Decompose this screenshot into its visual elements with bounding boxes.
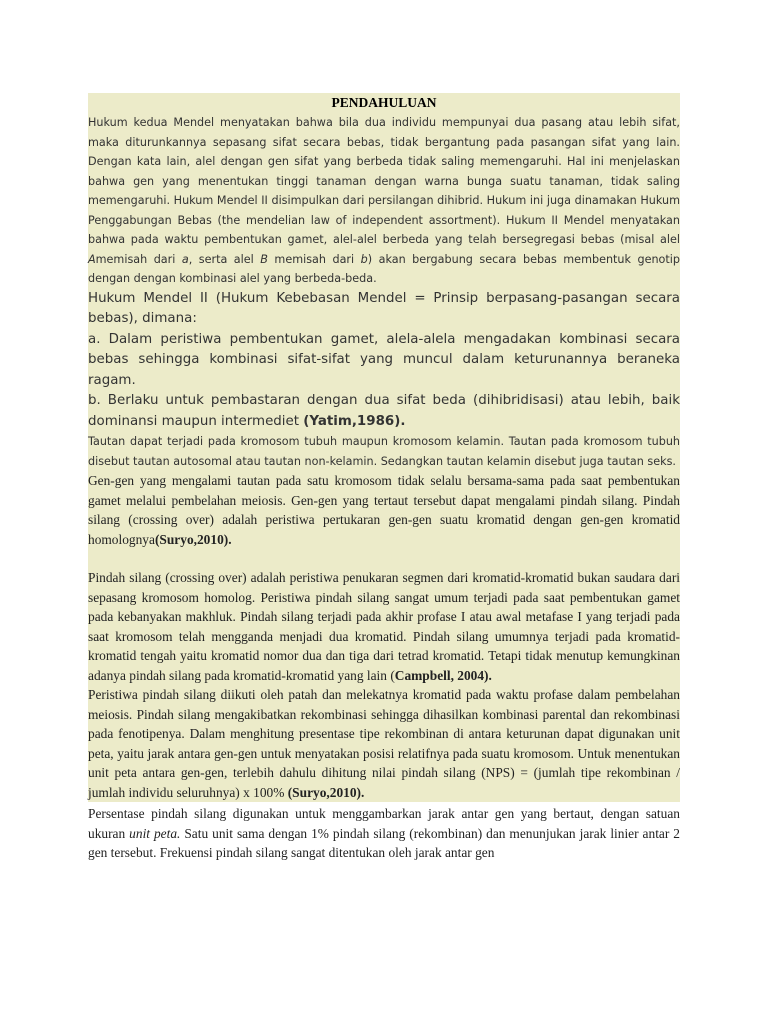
paragraph-crossing-over-definition	[88, 568, 680, 685]
document-page	[88, 93, 680, 863]
paragraph-recombination-text: Peristiwa pindah silang diikuti oleh patah dan melekatnya kromatid pada waktu profase dalam pembelahan meiosis. Pindah silang mengakibatkan rekombinasi sehingga dihasilkan kombinasi parental dan rekombinasi pada fenotipenya. Dalam menghitung presentase tipe rekombinan di antara keturunan dapat digunakan unit peta, yaitu jarak antara gen-gen untuk menyatakan posisi relatifnya pada suatu kromosom. Untuk menentukan unit peta antara gen-gen, terlebih dahulu dihitung nilai pindah silang (NPS) = (jumlah tipe rekombinan / jumlah individu seluruhnya) x 100%	[88, 687, 680, 800]
paragraph-mendel-law	[88, 113, 680, 289]
allele-b: b	[360, 252, 368, 266]
paragraph-crossing-over-intro	[88, 471, 680, 549]
paragraph-recombination	[88, 685, 680, 802]
citation-suryo-1: (Suryo,2010).	[154, 531, 232, 547]
paragraph-mendel-ii-heading: Hukum Mendel II (Hukum Kebebasan Mendel = Prinsip berpasang-pasangan secara bebas), dimana:	[88, 290, 680, 326]
list-item-b-text: b. Berlaku untuk pembastaran dengan dua sifat beda (dihibridisasi) atau lebih, baik dominansi maupun intermediet	[88, 393, 680, 429]
paragraph-mendel-law-text-3: , serta alel	[188, 252, 261, 266]
paragraph-linkage: Tautan dapat terjadi pada kromosom tubuh maupun kromosom kelamin. Tautan pada kromosom tubuh disebut tautan autosomal atau tautan non-kelamin. Sedangkan tautan kelamin disebut juga tautan seks.	[88, 435, 680, 468]
citation-yatim: (Yatim,1986).	[303, 413, 406, 429]
list-item-a: a. Dalam peristiwa pembentukan gamet, alela-alela mengadakan kombinasi secara bebas sehingga kombinasi sifat-sifat yang muncul dalam keturunannya beraneka ragam.	[88, 331, 680, 388]
allele-B: B	[260, 252, 268, 266]
allele-A: A	[88, 252, 96, 266]
paragraph-map-unit-text: Persentase pindah silang digunakan untuk menggambarkan jarak antar gen yang bertaut, dengan satuan ukuran	[88, 806, 680, 841]
list-item-b	[88, 391, 680, 432]
paragraph-map-unit-text-2: Satu unit sama dengan 1% pindah silang (rekombinan) dan menunjukan jarak linier antar 2 gen tersebut. Frekuensi pindah silang sangat ditentukan oleh jarak antar gen	[88, 825, 680, 860]
citation-suryo-2: (Suryo,2010).	[287, 784, 365, 800]
paragraph-gap	[88, 549, 680, 568]
paragraph-map-unit	[88, 804, 680, 863]
paragraph-mendel-law-text-4: memisah dari	[267, 252, 361, 266]
paragraph-mendel-law-text-5: ) akan bergabung secara bebas membentuk genotip dengan dengan kombinasi alel yang berbeda-beda.	[88, 252, 680, 285]
paragraph-crossing-over-definition-text: Pindah silang (crossing over) adalah peristiwa penukaran segmen dari kromatid-kromatid bukan saudara dari sepasang kromosom homolog. Peristiwa pindah silang sangat umum terjadi pada saat pembentukan gamet pada kebanyakan makhluk. Pindah silang terjadi pada akhir profase I atau awal metafase I yang terjadi pada saat kromosom telah mengganda menjadi dua kromatid. Pindah silang umumnya terjadi pada kromatid-kromatid tengah yaitu kromatid nomor dua dan tiga dari tetrad kromatid. Tetapi tidak menutup kemungkinan adanya pindah silang pada kromatid-kromatid yang lain (	[88, 570, 680, 683]
paragraph-mendel-law-text: Hukum kedua Mendel menyatakan bahwa bila dua individu mempunyai dua pasang atau lebih sifat, maka diturunkannya sepasang sifat secara bebas, tidak bergantung pada pasangan sifat yang lain. Dengan kata lain, alel dengan gen sifat yang berbeda tidak saling memengaruhi. Hal ini menjelaskan bahwa gen yang menentukan tinggi tanaman dengan warna bunga suatu tanaman, tidak saling memengaruhi. Hukum Mendel II disimpulkan dari persilangan dihibrid. Hukum ini juga dinamakan Hukum Penggabungan Bebas (the mendelian law of independent assortment). Hukum II Mendel menyatakan bahwa pada waktu pembentukan gamet, alel-alel berbeda yang telah bersegregasi bebas (misal alel	[88, 116, 680, 246]
paragraph-crossing-over-intro-text: Gen-gen yang mengalami tautan pada satu kromosom tidak selalu bersama-sama pada saat pembentukan gamet melalui pembelahan meiosis. Gen-gen yang tertaut tersebut dapat mengalami pindah silang. Pindah silang (crossing over) adalah peristiwa pertukaran gen-gen suatu kromatid dengan gen-gen kromatid homolognya	[88, 473, 680, 547]
map-unit-term: unit peta.	[129, 825, 181, 841]
citation-campbell: Campbell, 2004).	[394, 667, 492, 683]
section-title: PENDAHULUAN	[331, 95, 437, 110]
highlighted-section	[88, 93, 680, 802]
allele-a: a	[181, 252, 189, 266]
paragraph-mendel-law-text-2: memisah dari	[95, 252, 182, 266]
